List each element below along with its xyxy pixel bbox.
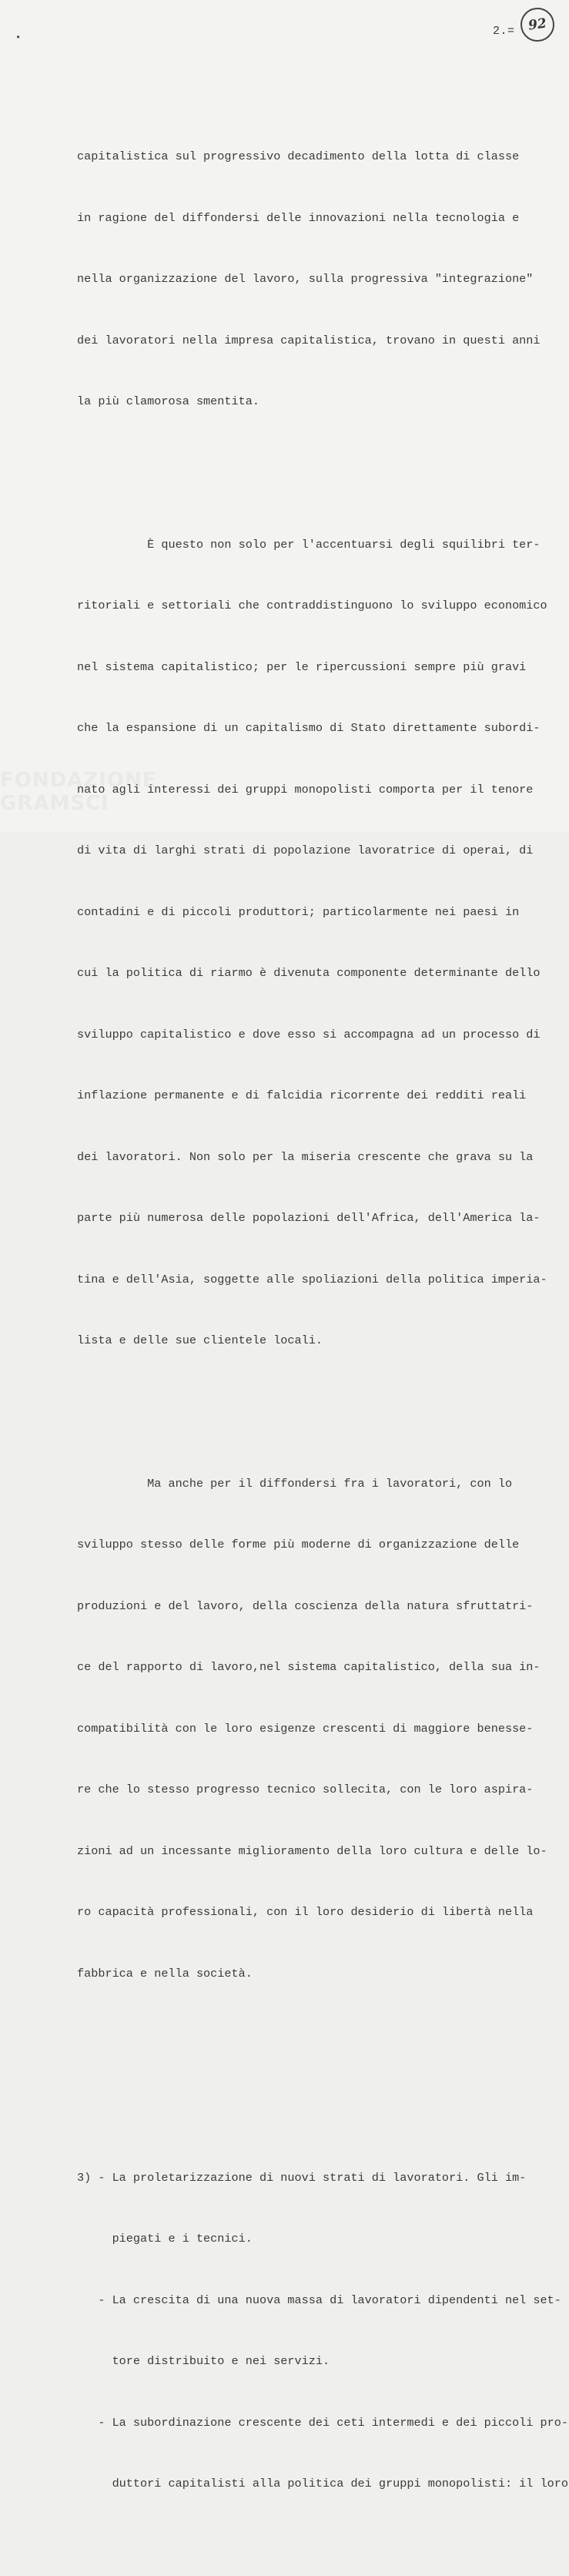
watermark-line: FONDAZIONE <box>0 769 157 792</box>
watermark-line: GRAMSCI <box>0 792 109 815</box>
text-line: lista e delle sue clientele locali. <box>77 1333 323 1347</box>
page-number: 2.= <box>493 25 515 38</box>
list-item-line: - La subordinazione crescente dei ceti intermedi e dei piccoli pro- <box>77 2415 568 2430</box>
text-line: compatibilità con le loro esigenze crescenti di maggiore benesse- <box>77 1721 534 1736</box>
text-line: È questo non solo per l'accentuarsi degli squilibri ter- <box>77 537 541 552</box>
typed-text <box>77 65 568 2576</box>
text-line: nella organizzazione del lavoro, sulla progressiva "integrazione" <box>77 272 534 286</box>
text-line: nato agli interessi dei gruppi monopolisti comporta per il tenore <box>77 782 534 797</box>
text-line: ritoriali e settoriali che contraddistinguono lo sviluppo economico <box>77 599 547 612</box>
text-line: zioni ad un incessante miglioramento della loro cultura e delle lo- <box>77 1843 547 1858</box>
text-line: dei lavoratori. Non solo per la miseria crescente che grava su la <box>77 1149 534 1164</box>
archive-stamp: 92 <box>518 5 557 44</box>
list-item-line: - La crescita di una nuova massa di lavoratori dipendenti nel set- <box>77 2293 561 2307</box>
text-line: inflazione permanente e di falcidia ricorrente dei redditi reali <box>77 1088 527 1102</box>
paragraph-gap <box>77 2065 539 2086</box>
list-item-line: 3) - La proletarizzazione di nuovi strati di lavoratori. Gli im- <box>77 2170 527 2185</box>
paragraph <box>77 106 539 453</box>
list-section <box>77 2127 568 2535</box>
text-line: dei lavoratori nella impresa capitalistica, trovano in questi anni <box>77 333 541 347</box>
text-line: fabbrica e nella società. <box>77 1966 253 1981</box>
text-line: sviluppo capitalistico e dove esso si accompagna ad un processo di <box>77 1027 541 1041</box>
list-item-line: piegati e i tecnici. <box>77 2232 253 2246</box>
text-line: re che lo stesso progresso tecnico sollecita, con le loro aspira- <box>77 1783 534 1796</box>
text-line: la più clamorosa smentita. <box>77 394 259 408</box>
text-line: sviluppo stesso delle forme più moderne di organizzazione delle <box>77 1538 520 1551</box>
text-line: produzioni e del lavoro, della coscienza della natura sfruttatri- <box>77 1598 534 1613</box>
list-item-line: duttori capitalisti alla politica dei gruppi monopolisti: il loro <box>77 2477 568 2490</box>
margin-mark: • <box>15 32 22 43</box>
list-item-line: tore distribuito e nei servizi. <box>77 2354 330 2368</box>
text-line: Ma anche per il diffondersi fra i lavoratori, con lo <box>77 1476 513 1491</box>
text-line: cui la politica di riarmo è divenuta componente determinante dello <box>77 966 541 980</box>
text-line: ce del rapporto di lavoro,nel sistema capitalistico, della sua in- <box>77 1660 541 1674</box>
text-line: parte più numerosa delle popolazioni dell'Africa, dell'America la- <box>77 1211 541 1225</box>
text-line: contadini e di piccoli produttori; particolarmente nei paesi in <box>77 904 520 919</box>
text-line: nel sistema capitalistico; per le ripercussioni sempre più gravi <box>77 659 527 674</box>
text-line: di vita di larghi strati di popolazione lavoratrice di operai, di <box>77 844 534 857</box>
text-line: capitalistica sul progressivo decadimento della lotta di classe <box>77 149 520 163</box>
text-line: che la espansione di un capitalismo di Stato direttamente subordi- <box>77 721 541 735</box>
paragraph <box>77 1433 547 2025</box>
text-line: in ragione del diffondersi delle innovazioni nella tecnologia e <box>77 210 520 225</box>
text-line: tina e dell'Asia, soggette alle spoliazioni della politica imperia- <box>77 1272 547 1286</box>
text-line: ro capacità professionali, con il loro desiderio di libertà nella <box>77 1905 534 1919</box>
paragraph <box>77 494 547 1392</box>
watermark <box>0 769 192 830</box>
